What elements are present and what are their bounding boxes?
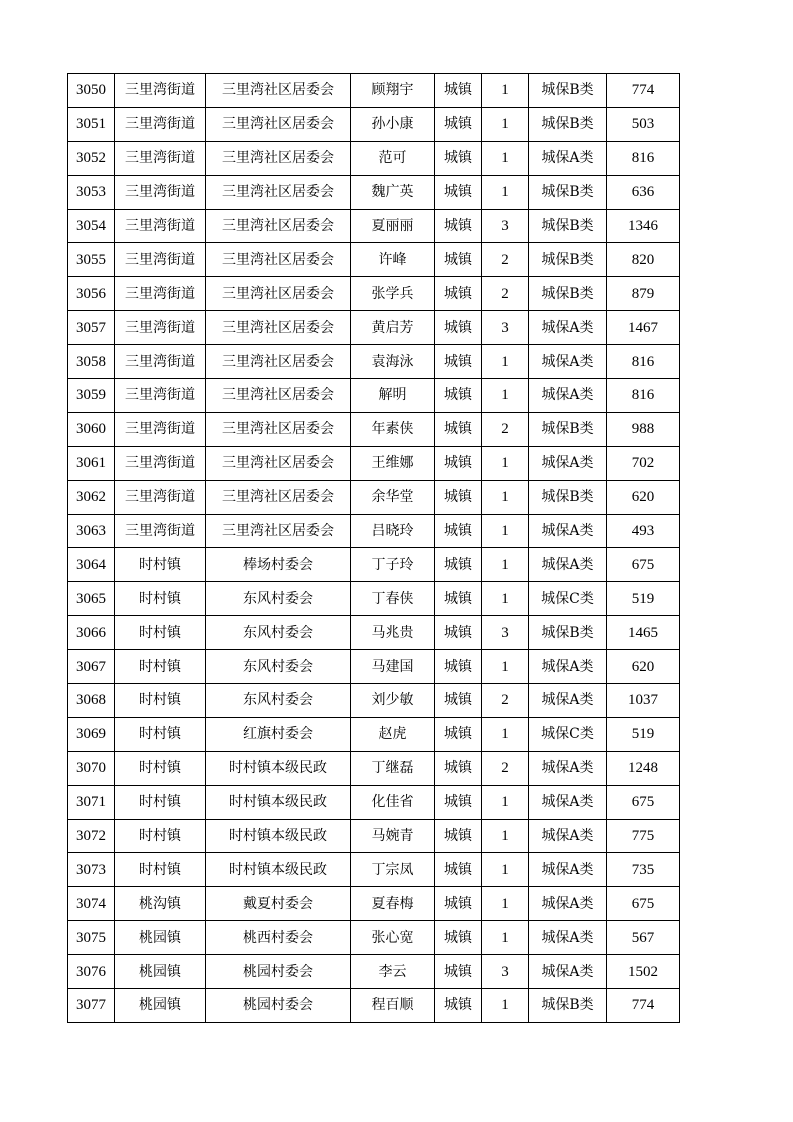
household-count-cell: 2 [482, 684, 529, 718]
category-cell: 城保A类 [529, 955, 607, 989]
town-cell: 三里湾街道 [115, 175, 206, 209]
table-row [68, 412, 680, 446]
committee-cell: 三里湾社区居委会 [206, 277, 351, 311]
area-type-cell: 城镇 [435, 379, 482, 413]
serial-number-cell: 3050 [68, 74, 115, 108]
town-cell: 三里湾街道 [115, 243, 206, 277]
category-cell: 城保A类 [529, 446, 607, 480]
table-row [68, 446, 680, 480]
person-name-cell: 刘少敏 [351, 684, 435, 718]
area-type-cell: 城镇 [435, 650, 482, 684]
committee-cell: 三里湾社区居委会 [206, 345, 351, 379]
person-name-cell: 丁子玲 [351, 548, 435, 582]
area-type-cell: 城镇 [435, 684, 482, 718]
household-count-cell: 1 [482, 548, 529, 582]
serial-number-cell: 3076 [68, 955, 115, 989]
town-cell: 时村镇 [115, 751, 206, 785]
table-row [68, 74, 680, 108]
town-cell: 三里湾街道 [115, 74, 206, 108]
serial-number-cell: 3055 [68, 243, 115, 277]
table-row [68, 921, 680, 955]
household-count-cell: 2 [482, 751, 529, 785]
committee-cell: 桃园村委会 [206, 989, 351, 1023]
serial-number-cell: 3064 [68, 548, 115, 582]
town-cell: 三里湾街道 [115, 514, 206, 548]
town-cell: 三里湾街道 [115, 480, 206, 514]
household-count-cell: 1 [482, 785, 529, 819]
town-cell: 时村镇 [115, 582, 206, 616]
amount-cell: 816 [607, 141, 680, 175]
person-name-cell: 吕晓玲 [351, 514, 435, 548]
serial-number-cell: 3077 [68, 989, 115, 1023]
amount-cell: 774 [607, 989, 680, 1023]
committee-cell: 时村镇本级民政 [206, 819, 351, 853]
table-row [68, 548, 680, 582]
person-name-cell: 范可 [351, 141, 435, 175]
person-name-cell: 解明 [351, 379, 435, 413]
household-count-cell: 2 [482, 412, 529, 446]
committee-cell: 时村镇本级民政 [206, 853, 351, 887]
person-name-cell: 年素侠 [351, 412, 435, 446]
table-row [68, 175, 680, 209]
committee-cell: 三里湾社区居委会 [206, 107, 351, 141]
category-cell: 城保C类 [529, 582, 607, 616]
area-type-cell: 城镇 [435, 582, 482, 616]
amount-cell: 1502 [607, 955, 680, 989]
table-row [68, 955, 680, 989]
amount-cell: 675 [607, 785, 680, 819]
serial-number-cell: 3058 [68, 345, 115, 379]
category-cell: 城保A类 [529, 887, 607, 921]
household-count-cell: 1 [482, 345, 529, 379]
category-cell: 城保B类 [529, 209, 607, 243]
committee-cell: 棒场村委会 [206, 548, 351, 582]
area-type-cell: 城镇 [435, 107, 482, 141]
household-count-cell: 1 [482, 650, 529, 684]
amount-cell: 816 [607, 379, 680, 413]
committee-cell: 红旗村委会 [206, 717, 351, 751]
household-count-cell: 3 [482, 311, 529, 345]
table-row [68, 819, 680, 853]
serial-number-cell: 3072 [68, 819, 115, 853]
town-cell: 桃园镇 [115, 989, 206, 1023]
person-name-cell: 化佳省 [351, 785, 435, 819]
amount-cell: 519 [607, 717, 680, 751]
person-name-cell: 赵虎 [351, 717, 435, 751]
category-cell: 城保B类 [529, 616, 607, 650]
person-name-cell: 夏春梅 [351, 887, 435, 921]
committee-cell: 桃园村委会 [206, 955, 351, 989]
table-row [68, 650, 680, 684]
area-type-cell: 城镇 [435, 74, 482, 108]
area-type-cell: 城镇 [435, 277, 482, 311]
category-cell: 城保B类 [529, 107, 607, 141]
person-name-cell: 黄启芳 [351, 311, 435, 345]
person-name-cell: 余华堂 [351, 480, 435, 514]
person-name-cell: 李云 [351, 955, 435, 989]
category-cell: 城保C类 [529, 717, 607, 751]
household-count-cell: 1 [482, 480, 529, 514]
table-row [68, 514, 680, 548]
category-cell: 城保A类 [529, 684, 607, 718]
serial-number-cell: 3066 [68, 616, 115, 650]
serial-number-cell: 3051 [68, 107, 115, 141]
area-type-cell: 城镇 [435, 751, 482, 785]
person-name-cell: 夏丽丽 [351, 209, 435, 243]
committee-cell: 三里湾社区居委会 [206, 175, 351, 209]
person-name-cell: 马兆贵 [351, 616, 435, 650]
relief-roster-table [67, 73, 680, 1023]
category-cell: 城保B类 [529, 480, 607, 514]
committee-cell: 三里湾社区居委会 [206, 311, 351, 345]
committee-cell: 时村镇本级民政 [206, 751, 351, 785]
area-type-cell: 城镇 [435, 175, 482, 209]
committee-cell: 东风村委会 [206, 650, 351, 684]
committee-cell: 三里湾社区居委会 [206, 412, 351, 446]
table-body [68, 74, 680, 1023]
town-cell: 时村镇 [115, 684, 206, 718]
amount-cell: 1248 [607, 751, 680, 785]
table-row [68, 853, 680, 887]
category-cell: 城保A类 [529, 379, 607, 413]
town-cell: 时村镇 [115, 819, 206, 853]
area-type-cell: 城镇 [435, 243, 482, 277]
table-row [68, 107, 680, 141]
table-row [68, 277, 680, 311]
category-cell: 城保B类 [529, 412, 607, 446]
serial-number-cell: 3053 [68, 175, 115, 209]
person-name-cell: 张心宽 [351, 921, 435, 955]
household-count-cell: 1 [482, 446, 529, 480]
person-name-cell: 马建国 [351, 650, 435, 684]
category-cell: 城保A类 [529, 345, 607, 379]
town-cell: 三里湾街道 [115, 141, 206, 175]
table-row [68, 480, 680, 514]
table-row [68, 141, 680, 175]
town-cell: 桃沟镇 [115, 887, 206, 921]
area-type-cell: 城镇 [435, 412, 482, 446]
area-type-cell: 城镇 [435, 717, 482, 751]
person-name-cell: 张学兵 [351, 277, 435, 311]
amount-cell: 820 [607, 243, 680, 277]
serial-number-cell: 3069 [68, 717, 115, 751]
amount-cell: 675 [607, 887, 680, 921]
serial-number-cell: 3067 [68, 650, 115, 684]
household-count-cell: 1 [482, 514, 529, 548]
household-count-cell: 3 [482, 209, 529, 243]
table-row [68, 243, 680, 277]
amount-cell: 988 [607, 412, 680, 446]
person-name-cell: 袁海泳 [351, 345, 435, 379]
town-cell: 三里湾街道 [115, 107, 206, 141]
category-cell: 城保A类 [529, 514, 607, 548]
area-type-cell: 城镇 [435, 955, 482, 989]
category-cell: 城保A类 [529, 853, 607, 887]
serial-number-cell: 3070 [68, 751, 115, 785]
category-cell: 城保B类 [529, 74, 607, 108]
town-cell: 桃园镇 [115, 921, 206, 955]
amount-cell: 493 [607, 514, 680, 548]
category-cell: 城保B类 [529, 989, 607, 1023]
area-type-cell: 城镇 [435, 785, 482, 819]
table-row [68, 616, 680, 650]
serial-number-cell: 3074 [68, 887, 115, 921]
town-cell: 时村镇 [115, 548, 206, 582]
amount-cell: 675 [607, 548, 680, 582]
serial-number-cell: 3062 [68, 480, 115, 514]
amount-cell: 879 [607, 277, 680, 311]
town-cell: 时村镇 [115, 650, 206, 684]
amount-cell: 620 [607, 650, 680, 684]
committee-cell: 三里湾社区居委会 [206, 209, 351, 243]
amount-cell: 816 [607, 345, 680, 379]
town-cell: 三里湾街道 [115, 277, 206, 311]
category-cell: 城保A类 [529, 819, 607, 853]
serial-number-cell: 3054 [68, 209, 115, 243]
serial-number-cell: 3071 [68, 785, 115, 819]
committee-cell: 三里湾社区居委会 [206, 514, 351, 548]
committee-cell: 戴夏村委会 [206, 887, 351, 921]
serial-number-cell: 3075 [68, 921, 115, 955]
person-name-cell: 丁宗凤 [351, 853, 435, 887]
serial-number-cell: 3061 [68, 446, 115, 480]
person-name-cell: 王维娜 [351, 446, 435, 480]
household-count-cell: 1 [482, 921, 529, 955]
amount-cell: 1346 [607, 209, 680, 243]
category-cell: 城保A类 [529, 751, 607, 785]
amount-cell: 1465 [607, 616, 680, 650]
serial-number-cell: 3073 [68, 853, 115, 887]
table-row [68, 785, 680, 819]
committee-cell: 三里湾社区居委会 [206, 446, 351, 480]
town-cell: 三里湾街道 [115, 209, 206, 243]
area-type-cell: 城镇 [435, 921, 482, 955]
town-cell: 时村镇 [115, 616, 206, 650]
category-cell: 城保B类 [529, 277, 607, 311]
category-cell: 城保A类 [529, 141, 607, 175]
area-type-cell: 城镇 [435, 989, 482, 1023]
person-name-cell: 丁春侠 [351, 582, 435, 616]
person-name-cell: 顾翔宇 [351, 74, 435, 108]
town-cell: 时村镇 [115, 785, 206, 819]
town-cell: 三里湾街道 [115, 311, 206, 345]
person-name-cell: 许峰 [351, 243, 435, 277]
committee-cell: 三里湾社区居委会 [206, 379, 351, 413]
committee-cell: 东风村委会 [206, 684, 351, 718]
serial-number-cell: 3057 [68, 311, 115, 345]
town-cell: 三里湾街道 [115, 379, 206, 413]
person-name-cell: 马婉青 [351, 819, 435, 853]
household-count-cell: 2 [482, 243, 529, 277]
town-cell: 时村镇 [115, 717, 206, 751]
category-cell: 城保B类 [529, 243, 607, 277]
serial-number-cell: 3068 [68, 684, 115, 718]
town-cell: 桃园镇 [115, 955, 206, 989]
amount-cell: 1037 [607, 684, 680, 718]
household-count-cell: 1 [482, 582, 529, 616]
amount-cell: 735 [607, 853, 680, 887]
category-cell: 城保A类 [529, 921, 607, 955]
table-row [68, 379, 680, 413]
household-count-cell: 1 [482, 107, 529, 141]
amount-cell: 702 [607, 446, 680, 480]
serial-number-cell: 3056 [68, 277, 115, 311]
household-count-cell: 2 [482, 277, 529, 311]
person-name-cell: 丁继磊 [351, 751, 435, 785]
committee-cell: 桃西村委会 [206, 921, 351, 955]
household-count-cell: 1 [482, 141, 529, 175]
household-count-cell: 3 [482, 955, 529, 989]
town-cell: 时村镇 [115, 853, 206, 887]
household-count-cell: 3 [482, 616, 529, 650]
category-cell: 城保A类 [529, 311, 607, 345]
committee-cell: 三里湾社区居委会 [206, 141, 351, 175]
amount-cell: 503 [607, 107, 680, 141]
household-count-cell: 1 [482, 717, 529, 751]
table-row [68, 209, 680, 243]
area-type-cell: 城镇 [435, 616, 482, 650]
table-row [68, 989, 680, 1023]
town-cell: 三里湾街道 [115, 412, 206, 446]
amount-cell: 620 [607, 480, 680, 514]
household-count-cell: 1 [482, 74, 529, 108]
household-count-cell: 1 [482, 819, 529, 853]
committee-cell: 三里湾社区居委会 [206, 480, 351, 514]
serial-number-cell: 3065 [68, 582, 115, 616]
committee-cell: 时村镇本级民政 [206, 785, 351, 819]
household-count-cell: 1 [482, 379, 529, 413]
amount-cell: 775 [607, 819, 680, 853]
table-row [68, 887, 680, 921]
table-row [68, 311, 680, 345]
table-row [68, 345, 680, 379]
category-cell: 城保A类 [529, 785, 607, 819]
area-type-cell: 城镇 [435, 514, 482, 548]
household-count-cell: 1 [482, 175, 529, 209]
area-type-cell: 城镇 [435, 480, 482, 514]
category-cell: 城保A类 [529, 548, 607, 582]
area-type-cell: 城镇 [435, 345, 482, 379]
area-type-cell: 城镇 [435, 887, 482, 921]
table-row [68, 751, 680, 785]
table-row [68, 717, 680, 751]
area-type-cell: 城镇 [435, 311, 482, 345]
serial-number-cell: 3059 [68, 379, 115, 413]
committee-cell: 三里湾社区居委会 [206, 243, 351, 277]
person-name-cell: 魏广英 [351, 175, 435, 209]
town-cell: 三里湾街道 [115, 345, 206, 379]
table-row [68, 684, 680, 718]
amount-cell: 774 [607, 74, 680, 108]
serial-number-cell: 3052 [68, 141, 115, 175]
area-type-cell: 城镇 [435, 853, 482, 887]
area-type-cell: 城镇 [435, 446, 482, 480]
committee-cell: 东风村委会 [206, 582, 351, 616]
category-cell: 城保A类 [529, 650, 607, 684]
person-name-cell: 程百顺 [351, 989, 435, 1023]
person-name-cell: 孙小康 [351, 107, 435, 141]
table-row [68, 582, 680, 616]
amount-cell: 519 [607, 582, 680, 616]
committee-cell: 东风村委会 [206, 616, 351, 650]
household-count-cell: 1 [482, 853, 529, 887]
household-count-cell: 1 [482, 989, 529, 1023]
amount-cell: 1467 [607, 311, 680, 345]
category-cell: 城保B类 [529, 175, 607, 209]
area-type-cell: 城镇 [435, 209, 482, 243]
amount-cell: 636 [607, 175, 680, 209]
town-cell: 三里湾街道 [115, 446, 206, 480]
household-count-cell: 1 [482, 887, 529, 921]
committee-cell: 三里湾社区居委会 [206, 74, 351, 108]
area-type-cell: 城镇 [435, 141, 482, 175]
area-type-cell: 城镇 [435, 548, 482, 582]
serial-number-cell: 3060 [68, 412, 115, 446]
area-type-cell: 城镇 [435, 819, 482, 853]
amount-cell: 567 [607, 921, 680, 955]
serial-number-cell: 3063 [68, 514, 115, 548]
